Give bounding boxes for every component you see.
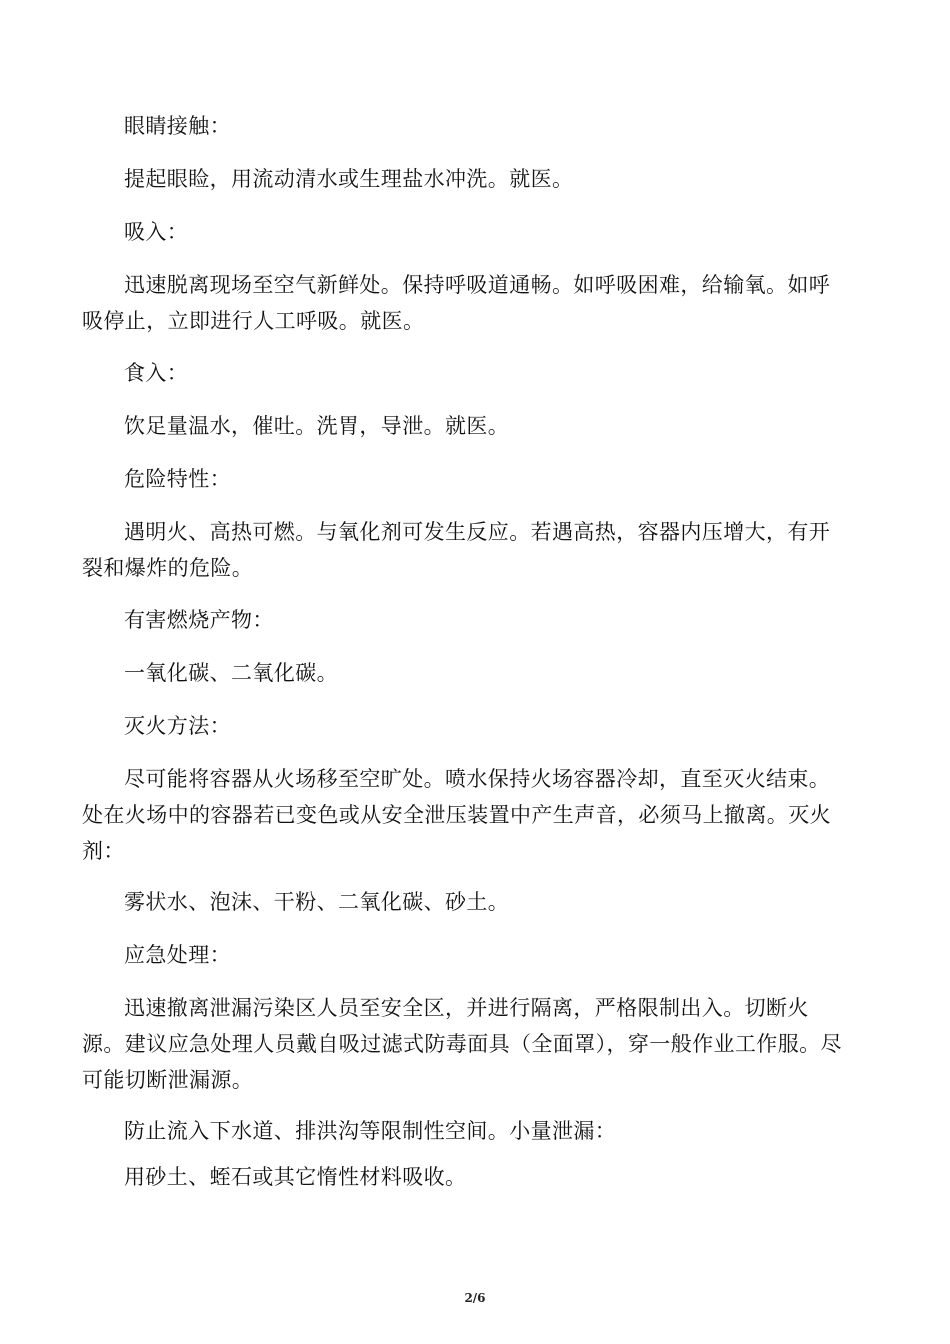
paragraph-combustion-products: 一氧化碳、二氧化碳。 xyxy=(124,661,338,685)
heading-emergency-response: 应急处理： xyxy=(124,943,231,967)
heading-inhalation: 吸入： xyxy=(124,220,189,244)
paragraph-hazard-properties: 遇明火、高热可燃。与氧化剂可发生反应。若遇高热，容器内压增大，有开裂和爆炸的危险。 xyxy=(82,520,831,580)
paragraph-eye-contact: 提起眼睑，用流动清水或生理盐水冲洗。就医。 xyxy=(124,167,574,191)
paragraph-extinguishing-method: 尽可能将容器从火场移至空旷处。喷水保持火场容器冷却，直至灭火结束。处在火场中的容器若已变色或从安全泄压装置中产生声音，必须马上撤离。灭火剂： xyxy=(82,767,831,863)
paragraph-ingestion: 饮足量温水，催吐。洗胃，导泄。就医。 xyxy=(124,414,510,438)
paragraph-inhalation: 迅速脱离现场至空气新鲜处。保持呼吸道通畅。如呼吸困难，给输氧。如呼吸停止，立即进行人工呼吸。就医。 xyxy=(82,273,831,333)
paragraph-extinguishing-agents: 雾状水、泡沫、干粉、二氧化碳、砂土。 xyxy=(124,890,510,914)
page-number: 2/6 xyxy=(464,1291,486,1305)
heading-eye-contact: 眼睛接触： xyxy=(124,114,231,138)
heading-extinguishing-method: 灭火方法： xyxy=(124,714,231,738)
paragraph-prevent-inflow: 防止流入下水道、排洪沟等限制性空间。小量泄漏： xyxy=(124,1119,617,1143)
heading-combustion-products: 有害燃烧产物： xyxy=(124,608,274,632)
heading-ingestion: 食入： xyxy=(124,361,189,385)
heading-hazard-properties: 危险特性： xyxy=(124,467,231,491)
paragraph-emergency-response: 迅速撤离泄漏污染区人员至安全区，并进行隔离，严格限制出入。切断火源。建议应急处理人员戴自吸过滤式防毒面具（全面罩），穿一般作业工作服。尽可能切断泄漏源。 xyxy=(82,996,842,1092)
paragraph-small-leak: 用砂土、蛭石或其它惰性材料吸收。 xyxy=(124,1165,467,1189)
